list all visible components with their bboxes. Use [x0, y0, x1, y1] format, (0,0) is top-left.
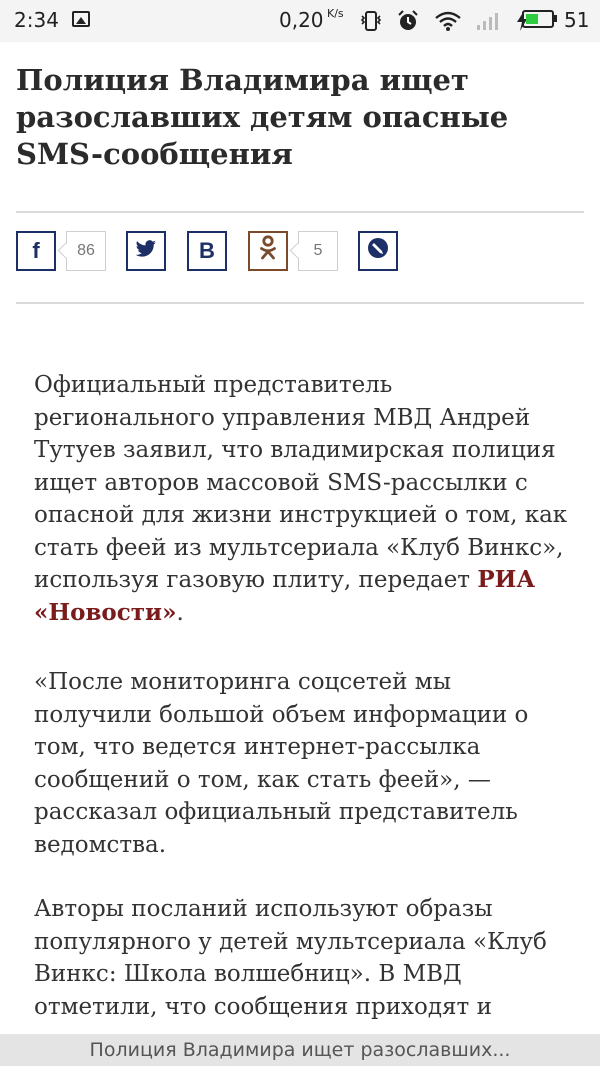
wifi-icon [435, 11, 461, 36]
vk-share-button[interactable] [187, 231, 227, 271]
battery-fill [526, 14, 538, 24]
twitter-icon [135, 238, 157, 264]
gallery-icon [72, 11, 90, 27]
browser-title-bar[interactable]: Полиция Владимира ищет разославших... [0, 1034, 600, 1066]
livejournal-icon [366, 236, 390, 266]
article-paragraph [34, 369, 574, 629]
odnoklassniki-share-button[interactable] [248, 231, 288, 271]
twitter-share-button[interactable] [126, 231, 166, 271]
network-speed-unit: K/s [327, 7, 344, 20]
article-title: Полиция Владимира ищет разославших детям опасные SMS-сообщения [16, 63, 509, 171]
signal-icon [476, 11, 500, 36]
paragraph-text-end: . [176, 599, 184, 626]
divider-bottom [16, 302, 584, 304]
network-speed: 0,20 [279, 8, 324, 32]
odnoklassniki-icon [259, 235, 277, 267]
status-bar [0, 0, 600, 42]
facebook-share-button[interactable] [16, 231, 56, 271]
article-paragraph: Авторы посланий используют образы популярного у детей мультсериала «Клуб Винкс: Школа волшебниц». В МВД отметили, что сообщения приходят и [34, 896, 547, 1020]
divider-top [16, 211, 584, 213]
battery-icon [522, 10, 554, 28]
facebook-share-count: 86 [66, 231, 106, 271]
facebook-icon: f [32, 238, 40, 263]
odnoklassniki-share-count: 5 [298, 231, 338, 271]
alarm-icon [397, 10, 419, 37]
livejournal-share-button[interactable] [358, 231, 398, 271]
share-bar [16, 231, 416, 271]
battery-percent: 51 [564, 8, 590, 32]
article-paragraph: «После мониторинга соцсетей мы получили большой объем информации о том, что ведется интернет-рассылка сообщений о том, как стать феей», — рассказал официальный представитель ведомства. [34, 669, 529, 858]
vk-icon: B [199, 238, 215, 263]
vibrate-icon [360, 11, 382, 36]
status-icons [360, 10, 538, 37]
paragraph-text: Официальный представитель регионального управления МВД Андрей Тутуев заявил, что владимирская полиция ищет авторов массовой SMS-рассылки с опасной для жизни инструкцией о том, как стать феей из мультсериала «Клуб Винкс», используя газовую плиту, передает [34, 372, 568, 593]
battery-tip [554, 15, 557, 22]
source-link[interactable]: РИА «Новости» [34, 566, 536, 626]
clock: 2:34 [14, 8, 59, 32]
